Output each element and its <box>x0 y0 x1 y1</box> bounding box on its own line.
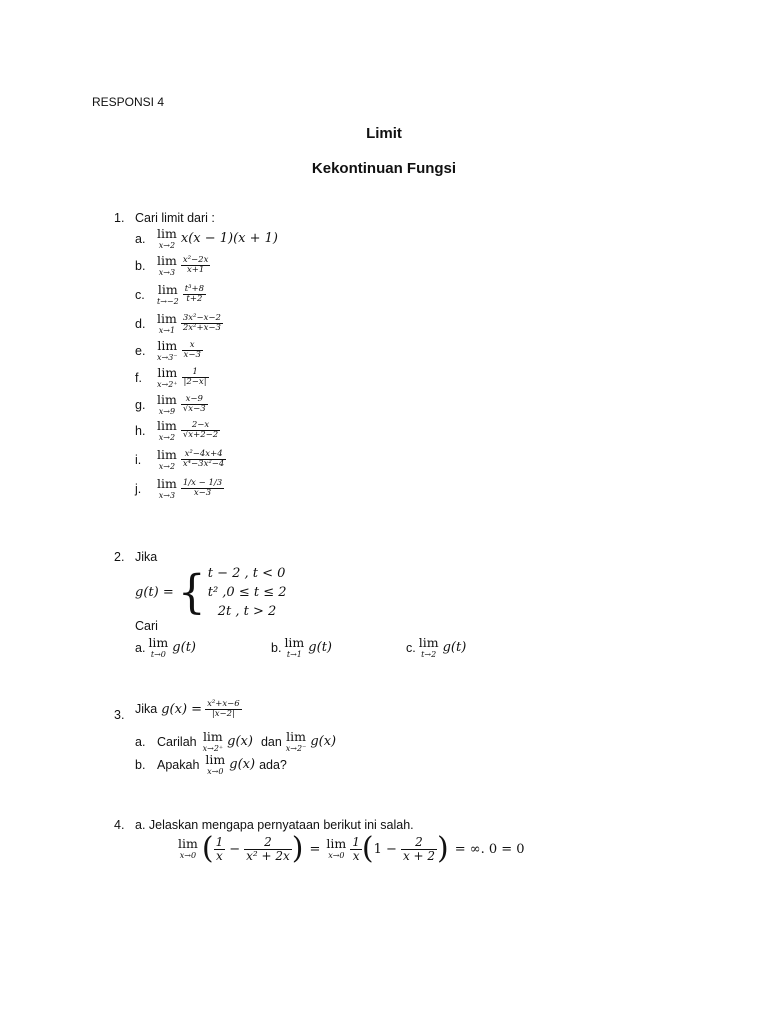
brace-icon: { <box>177 565 206 619</box>
expression: g(t) <box>308 640 332 656</box>
part-text: Carilah <box>157 734 197 749</box>
lim-operator: lim x→3 <box>157 253 177 277</box>
item-label: f. <box>135 370 142 385</box>
left-paren-icon: ( <box>201 831 214 866</box>
q3-part-b <box>135 754 287 776</box>
part-label: b. <box>135 757 146 772</box>
header-label: RESPONSI 4 <box>92 95 165 109</box>
q1-item-d <box>135 313 223 335</box>
q2-number: 2. <box>114 550 125 564</box>
q1-item-c <box>135 284 206 306</box>
lim-operator: lim x→3 <box>157 476 177 500</box>
right-paren-icon: ) <box>437 831 449 866</box>
page-subtitle: Kekontinuan Fungsi <box>311 160 457 177</box>
q3-number: 3. <box>114 708 125 722</box>
item-label: g. <box>135 397 146 412</box>
q1-item-i <box>135 449 226 471</box>
item-label: c. <box>135 287 145 302</box>
q2-part-b <box>271 637 332 659</box>
q1-item-h <box>135 420 220 442</box>
function-name: g(x) = <box>161 701 203 717</box>
part-label: b. <box>271 640 282 655</box>
q2-piecewise <box>135 564 287 621</box>
fraction: $\frac{2-x}{√x+2-2}$ <box>182 420 219 441</box>
q1-item-j <box>135 478 224 500</box>
q1-item-g <box>135 394 208 416</box>
part-text-end: ada? <box>259 757 287 772</box>
q1-item-b <box>135 255 210 277</box>
lim-operator: lim x→2 <box>157 418 177 442</box>
part-text: Apakah <box>157 757 200 772</box>
item-label: h. <box>135 423 146 438</box>
expression: x(x − 1)(x + 1) <box>180 231 278 247</box>
lim-operator: lim x→2 <box>157 226 177 250</box>
fraction: $\frac{1}{|2-x|}$ <box>183 367 207 388</box>
case-row: 2t , t > 2 <box>217 604 277 619</box>
q2-cari: Cari <box>135 619 158 633</box>
fraction: $\frac{\text{x²−4x+4}}{\text{x⁴−3x²−4}}$ <box>182 449 225 470</box>
q3-intro: Jika <box>135 702 158 717</box>
lim-operator: lim x→1 <box>157 311 177 335</box>
lim-operator: lim t→−2 <box>157 282 179 306</box>
function-name: g(t) = <box>135 585 174 600</box>
lim-operator: lim x→2⁺ <box>202 729 224 753</box>
q4-number: 4. <box>114 818 125 832</box>
q1-intro: Cari limit dari : <box>135 211 215 225</box>
one-minus: 1 − <box>373 841 397 857</box>
fraction: $\frac{2}{\text{x² + 2x}}$ <box>246 834 290 863</box>
q2-part-a <box>135 637 196 659</box>
q2-part-c <box>406 637 466 659</box>
fraction: $\frac{1/x - 1/3}{x-3}$ <box>182 478 223 499</box>
q1-item-f <box>135 367 209 389</box>
lim-operator: lim t→1 <box>284 635 305 659</box>
lim-operator: lim x→9 <box>157 392 177 416</box>
lim-operator: lim x→0 <box>178 836 198 860</box>
case-row: t² ,0 ≤ t ≤ 2 <box>207 585 287 600</box>
q4-equation <box>178 831 525 866</box>
q4-text: a. Jelaskan mengapa pernyataan berikut ini salah. <box>135 818 414 832</box>
fraction: $\frac{\text{3x²−x−2}}{\text{2x²+x−3}}$ <box>182 313 221 334</box>
q3-definition <box>135 700 242 719</box>
page-title: Limit <box>366 125 402 142</box>
right-paren-icon: ) <box>291 831 304 866</box>
expression: g(x) <box>310 734 337 750</box>
lim-operator: lim t→0 <box>148 635 169 659</box>
lim-operator: lim x→3⁻ <box>157 338 178 362</box>
fraction: $\frac{x-9}{√x-3}$ <box>182 394 206 415</box>
item-label: b. <box>135 258 146 273</box>
fraction: $\frac{2}{x + 2}$ <box>402 834 436 863</box>
equals-sign: = <box>309 841 321 857</box>
expression: g(x) <box>227 734 253 750</box>
left-paren-icon: ( <box>361 831 374 866</box>
part-label: c. <box>406 640 416 655</box>
lim-operator: lim x→0 <box>326 836 347 860</box>
part-label: a. <box>135 734 146 749</box>
lim-operator: lim t→2 <box>418 635 439 659</box>
fraction: $\frac{\text{t³+8}}{t+2}$ <box>184 284 205 305</box>
item-label: i. <box>135 452 142 467</box>
expression: g(t) <box>442 640 467 656</box>
item-label: j. <box>135 481 142 496</box>
conjunction: dan <box>260 734 282 749</box>
part-label: a. <box>135 640 146 655</box>
minus-sign: − <box>229 841 241 857</box>
item-label: d. <box>135 316 146 331</box>
fraction: $\frac{1}{x}$ <box>352 834 360 863</box>
expression: g(t) <box>172 640 196 656</box>
q1-number: 1. <box>114 211 125 225</box>
lim-operator: lim x→2 <box>157 447 177 471</box>
case-row: t − 2 , t < 0 <box>207 566 286 581</box>
result: = ∞. 0 = 0 <box>454 841 525 857</box>
q3-part-a <box>135 731 336 753</box>
q1-item-a <box>135 228 278 250</box>
fraction: $\frac{x}{x-3}$ <box>183 340 201 361</box>
cases <box>208 564 287 621</box>
fraction: $\frac{\text{x²−2x}}{x+1}$ <box>182 255 209 276</box>
fraction: $\frac{\text{x²+x−6}}{|x-2|}$ <box>207 699 240 719</box>
q1-item-e <box>135 340 203 362</box>
lim-operator: lim x→2⁺ <box>157 365 178 389</box>
q2-intro: Jika <box>135 550 158 564</box>
item-label: e. <box>135 343 146 358</box>
lim-operator: lim x→0 <box>205 752 226 776</box>
item-label: a. <box>135 231 146 246</box>
expression: g(x) <box>229 757 256 773</box>
lim-operator: lim x→2⁻ <box>285 729 307 753</box>
fraction: $\frac{1}{x}$ <box>215 834 224 863</box>
